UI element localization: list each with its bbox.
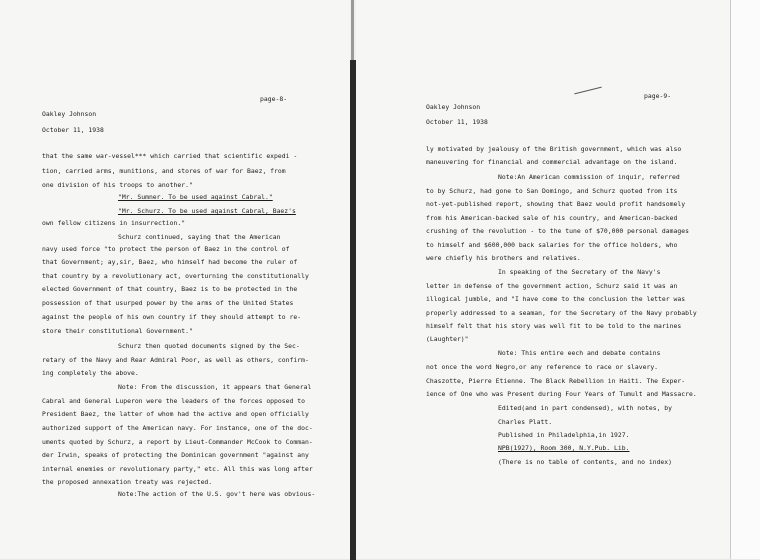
text-line: store their constitutional Government." [42,327,193,335]
text-line: internal enemies or revolutionary party," etc. All this was long after [42,465,313,473]
text-line: "Mr. Sumner. To be used against Cabral." [118,193,273,201]
citation-note: (There is no table of contents, and no index) [498,458,673,466]
left-page [0,0,350,559]
citation-line: Edited(and in part condensed), with notes, by [498,404,673,412]
text-line: der Irwin, speaks of protecting the Dominican government "against any [42,451,309,459]
text-line: ing completely the above. [42,369,139,377]
text-line: uments quoted by Schurz, a report by Lieut-Commander McCook to Comman- [42,438,313,446]
right-page [356,0,730,559]
text-line: to himself and $600,000 back salaries for the office holders, who [426,241,678,249]
note-line: Note:The action of the U.S. gov't here was obvious- [118,490,316,498]
text-line: own fellow citizens in insurrection." [42,219,186,227]
text-line: that country by a revolutionary act, overturning the constitutionally [42,272,309,280]
text-line: authorized support of the American navy. For instance, one of the doc- [42,424,313,432]
scan-margin [730,0,760,559]
text-line: navy used force "to protect the person of Baez in the control of [42,245,290,253]
text-line: retary of the Navy and Rear Admiral Poor, as well as others, confirm- [42,356,309,364]
text-line: were chiefly his brothers and relatives. [426,254,581,262]
text-line: that Government; ay,sir, Baez, who himself had become the ruler of [42,258,298,266]
scan-artifact [574,87,601,95]
author-line: Oakley Johnson [426,103,481,111]
page-number: page-9- [644,92,672,100]
text-line: In speaking of the Secretary of the Navy's [498,268,661,276]
text-line: (Laughter)" [426,335,469,343]
note-line: Note: This entire eech and debate contains [498,349,661,357]
text-line: Schurz then quoted documents signed by the Sec- [118,342,300,350]
text-line: to by Schurz, had gone to San Domingo, and Schurz quoted from its [426,187,678,195]
citation-line: ience of One who was Present during Four Years of Tumult and Massacre. [426,390,697,398]
page-fold-shadow [351,0,354,60]
text-line: letter in defense of the government action, Schurz said it was an [426,282,678,290]
text-line: properly addressed to a seaman, for the Secretary of the Navy probably [426,309,697,317]
text-line: elected Government of that country, Baez is to be protected in the [42,285,298,293]
citation-line: Charles Platt. [498,418,553,426]
text-line: one division of his troops to another." [42,181,193,189]
text-line: the proposed annexation treaty was rejected. [42,478,213,486]
text-line: crushing of the revolution - to the tune of $70,000 personal damages [426,227,689,235]
text-line: Cabral and General Luperon were the leaders of the forces opposed to [42,397,305,405]
note-line: Note:An American commission of inquir, referred [498,173,680,181]
page-number: page-8- [260,95,288,103]
text-line: Schurz continued, saying that the American [118,233,281,241]
text-line: possession of that usurped power by the arms of the United States [42,299,294,307]
date-line: October 11, 1938 [426,118,488,126]
library-reference: NPB(1927), Room 300, N.Y.Pub. Lib. [498,444,630,452]
text-line: against the people of his own country if they should attempt to re- [42,313,302,321]
text-line: not once the word Negro,or any reference to race or slavery. [426,363,659,371]
citation-line: Published in Philadelphia,in 1927. [498,431,630,439]
text-line: tion, carried arms, munitions, and stores of war for Baez, from [42,167,286,175]
text-line: himself felt that his story was well fit to be told to the marines [426,322,682,330]
text-line: ly motivated by jealousy of the British government, which was also [426,145,682,153]
citation-line: Chaszotte, Pierre Etienne. The Black Rebellion in Haiti. The Exper- [426,377,686,385]
date-line: October 11, 1938 [42,126,104,134]
text-line: President Baez, the latter of whom had the active and open officially [42,410,309,418]
author-line: Oakley Johnson [42,110,97,118]
note-line: Note: From the discussion, it appears that General [118,383,312,391]
text-line: "Mr. Schurz. To be used against Cabral, Baez's [118,207,296,215]
text-line: from his American-backed sale of his country, and American-backed [426,214,678,222]
text-line: illogical jumble, and "I have come to the conclusion the letter was [426,295,686,303]
text-line: maneuvering for financial and commercial advantage on the island. [426,158,678,166]
text-line: that the same war-vessel*** which carried that scientific expedi - [42,152,298,160]
text-line: not-yet-published report, showing that Baez would profit handsomely [426,200,686,208]
